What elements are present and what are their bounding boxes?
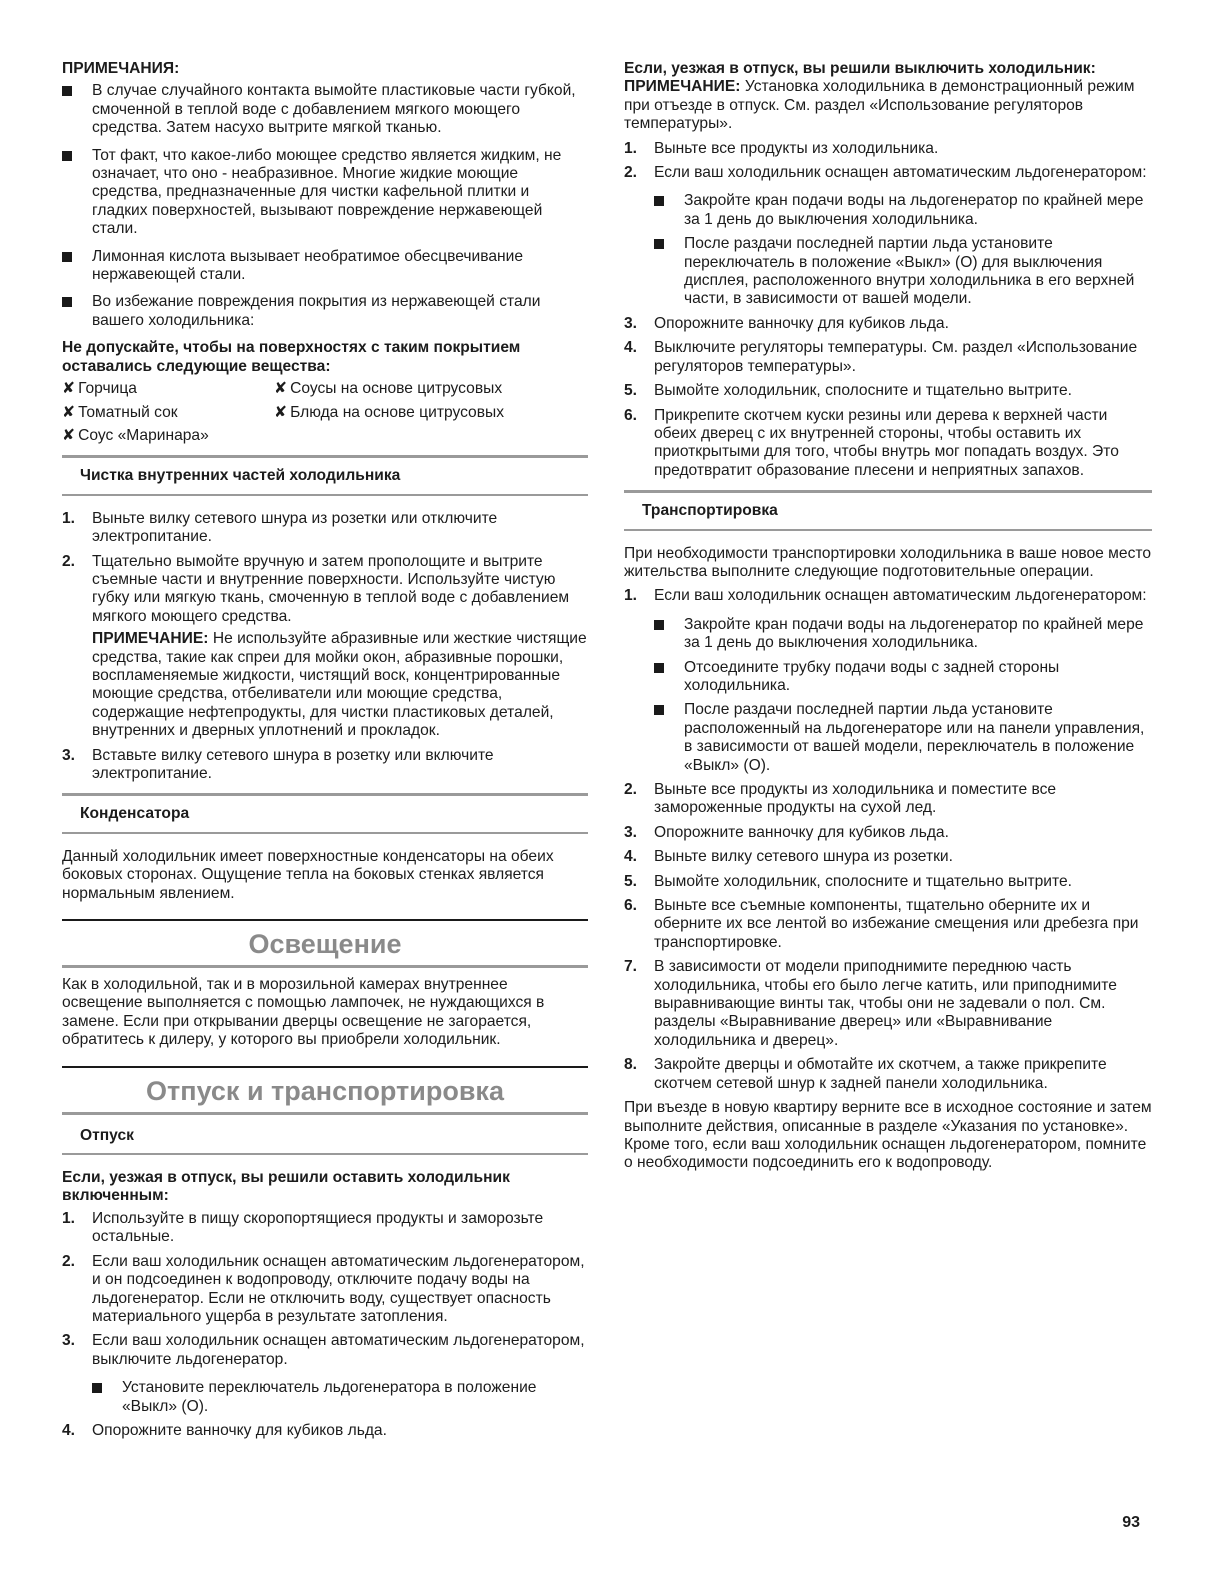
- list-item: Лимонная кислота вызывает необратимое обесцвечивание нержавеющей стали.: [62, 248, 588, 285]
- notes-list: [62, 82, 588, 330]
- vacation-off-heading: Если, уезжая в отпуск, вы решили выключить холодильник:: [624, 60, 1096, 77]
- vacation-off-substeps: [654, 192, 1152, 308]
- vacation-on-steps: [62, 1210, 588, 1440]
- avoid-item: ✘ Томатный сок: [62, 403, 178, 421]
- inside-note: ПРИМЕЧАНИЕ: Не используйте абразивные или жесткие чистящие средства, такие как спреи для мойки окон, абразивные порошки, воспламеняемые жидкости, чистящий воск, концентрированные моющие средства, отбеливатели или моющие средства, содержащие нефтепродукты, для чистки пластиковых деталей, внутренних и дверных уплотнений и прокладок.: [92, 630, 587, 740]
- list-item: 5. Вымойте холодильник, сполосните и тщательно вытрите.: [624, 872, 1072, 890]
- list-item: Отсоедините трубку подачи воды с задней стороны холодильника.: [654, 659, 1152, 696]
- square-bullet-icon: [654, 663, 664, 673]
- list-item: 5. Вымойте холодильник, сполосните и тщательно вытрите.: [624, 382, 1072, 400]
- list-item: 3. Опорожните ванночку для кубиков льда.: [624, 823, 949, 841]
- list-item: 2. Если ваш холодильник оснащен автоматическим льдогенератором, и он подсоединен к водопроводу, отключите подачу воды на льдогенератор. Если не отключить воду, существует опасность материального ущерба в результате затопления.: [62, 1252, 585, 1325]
- list-item: 6. Выньте все съемные компоненты, тщательно оберните их и оберните их все лентой во избежание смещения или дребезга при транспортировке.: [624, 897, 1139, 951]
- transport-outro: При въезде в новую квартиру верните все в исходное состояние и затем выполните действия, описанные в разделе «Указания по установке». Кроме того, если ваш холодильник оснащен льдогенератором, помните о необходимости подсоединить его к водопроводу.: [624, 1099, 1152, 1172]
- transport-heading: Транспортировка: [624, 490, 1152, 530]
- list-item: 4. Выньте вилку сетевого шнура из розетки.: [624, 848, 953, 866]
- list-item: 2. Выньте все продукты из холодильника и поместите все замороженные продукты на сухой лед.: [624, 781, 1057, 817]
- list-item: 1. Используйте в пищу скоропортящиеся продукты и заморозьте остальные.: [62, 1209, 544, 1246]
- square-bullet-icon: [62, 252, 72, 262]
- list-item: Закройте кран подачи воды на льдогенератор по крайней мере за 1 день до выключения холодильника.: [654, 616, 1152, 653]
- square-bullet-icon: [654, 239, 664, 249]
- avoid-item: ✘ Соусы на основе цитрусовых: [274, 380, 503, 398]
- square-bullet-icon: [62, 297, 72, 307]
- transport-substeps: [654, 616, 1152, 775]
- vacation-off-steps: [624, 140, 1152, 481]
- x-mark-icon: ✘: [274, 403, 288, 421]
- square-bullet-icon: [654, 196, 664, 206]
- list-item: Тот факт, что какое-либо моющее средство является жидким, не означает, что оно - неабразивное. Многие жидкие моющие средства, предназначенные для чистки кафельной плитки и гладких поверхностей, вызывают повреждение нержавеющей стали.: [62, 147, 588, 239]
- left-column: [62, 60, 588, 1446]
- list-item: 3. Вставьте вилку сетевого шнура в розетку или включите электропитание.: [62, 746, 494, 782]
- square-bullet-icon: [654, 705, 664, 715]
- avoid-item: ✘ Соус «Маринара»: [62, 426, 209, 444]
- list-item: Во избежание повреждения покрытия из нержавеющей стали вашего холодильника:: [62, 293, 588, 330]
- notes-heading: ПРИМЕЧАНИЯ:: [62, 60, 180, 77]
- inside-cleaning-heading: Чистка внутренних частей холодильника: [62, 455, 588, 495]
- list-item: 7. В зависимости от модели приподнимите переднюю часть холодильника, чтобы его было легче катить, или приподнимите выравнивающие винты так, чтобы они не задевали о пол. См. разделы «Выравнивание дверец» или «Выравнивание холодильника и дверец».: [624, 958, 1117, 1049]
- square-bullet-icon: [654, 620, 664, 630]
- inside-steps: [62, 510, 588, 784]
- vacation-on-substeps: [92, 1379, 588, 1416]
- condenser-text: Данный холодильник имеет поверхностные конденсаторы на обеих боковых сторонах. Ощущение тепла на боковых стенках является нормальным явлением.: [62, 847, 554, 902]
- right-column: [624, 60, 1152, 1173]
- page-number: 93: [1122, 1514, 1140, 1531]
- list-item: После раздачи последней партии льда установите переключатель в положение «Выкл» (O) для выключения дисплея, расположенного внутри холодильника в его верхней части, в зависимости от вашей модели.: [654, 235, 1152, 309]
- list-item: В случае случайного контакта вымойте пластиковые части губкой, смоченной в теплой воде с добавлением мягкого моющего средства. Затем насухо вытрите мягкой тканью.: [62, 82, 588, 137]
- list-item: 6. Прикрепите скотчем куски резины или дерева к верхней части обеих дверец с их внутренней стороны, чтобы оставить их приоткрытыми для того, чтобы внутрь мог попадать воздух. Это предотвратит образование плесени и неприятных запахов.: [624, 406, 1119, 479]
- vacation-off-note: ПРИМЕЧАНИЕ: Установка холодильника в демонстрационный режим при отъезде в отпуск. См. раздел «Использование регуляторов температуры».: [624, 78, 1135, 133]
- list-item: 3. Опорожните ванночку для кубиков льда.: [624, 314, 949, 332]
- vacation-heading: Отпуск: [62, 1123, 588, 1155]
- x-mark-icon: ✘: [62, 380, 76, 398]
- list-item: 1. Выньте вилку сетевого шнура из розетки или отключите электропитание.: [62, 509, 498, 546]
- list-item: После раздачи последней партии льда установите расположенный на льдогенераторе или на панели управления, в зависимости от вашей модели, переключатель в положение «Выкл» (O).: [654, 701, 1152, 775]
- transport-steps: [624, 587, 1152, 1093]
- avoid-item: ✘ Горчица: [62, 380, 137, 398]
- x-mark-icon: ✘: [274, 380, 288, 398]
- square-bullet-icon: [92, 1383, 102, 1393]
- list-item: 2. Если ваш холодильник оснащен автоматическим льдогенератором: Закройте кран подачи воды на льдогенератор по крайней мере за 1 день до выключения холодильника. После раздачи последней партии льда установите переключатель в положение «Выкл» (O) для выключения дисплея, расположенного внутри холодильника в его верхней части, в зависимости от вашей модели.: [624, 164, 1152, 309]
- square-bullet-icon: [62, 86, 72, 96]
- transport-intro: При необходимости транспортировки холодильника в ваше новое место жительства выполните следующие подготовительные операции.: [624, 544, 1152, 580]
- list-item: 1. Если ваш холодильник оснащен автоматическим льдогенератором: Закройте кран подачи воды на льдогенератор по крайней мере за 1 день до выключения холодильника. Отсоедините трубку подачи воды с задней стороны холодильника. После раздачи последней партии льда установите расположенный на льдогенераторе или на панели управления, в зависимости от вашей модели, переключатель в положение «Выкл» (O).: [624, 587, 1152, 775]
- square-bullet-icon: [62, 151, 72, 161]
- lighting-text: Как в холодильной, так и в морозильной камерах внутреннее освещение выполняется с помощью лампочек, не нуждающихся в замене. Если при открывании дверцы освещение не загорается, обратитесь к дилеру, у которого вы приобрели холодильник.: [62, 976, 545, 1049]
- list-item: Установите переключатель льдогенератора в положение «Выкл» (O).: [92, 1379, 588, 1416]
- x-mark-icon: ✘: [62, 403, 76, 421]
- condenser-heading: Конденсатора: [62, 793, 588, 833]
- list-item: Закройте кран подачи воды на льдогенератор по крайней мере за 1 день до выключения холодильника.: [654, 192, 1152, 229]
- list-item: 1. Выньте все продукты из холодильника.: [624, 139, 939, 157]
- avoid-list: [62, 380, 588, 445]
- avoid-heading: Не допускайте, чтобы на поверхностях с таким покрытием оставались следующие вещества:: [62, 339, 521, 375]
- vacation-on-heading: Если, уезжая в отпуск, вы решили оставить холодильник включенным:: [62, 1169, 510, 1205]
- x-mark-icon: ✘: [62, 426, 76, 444]
- vacation-title: Отпуск и транспортировка: [62, 1066, 588, 1115]
- list-item: 4. Опорожните ванночку для кубиков льда.: [62, 1421, 387, 1439]
- list-item: 2. Тщательно вымойте вручную и затем прополощите и вытрите съемные части и внутренние поверхности. Используйте чистую губку или мягкую ткань, смоченную в теплой воде с добавлением мягкого моющего средства. ПРИМЕЧАНИЕ: Не используйте абразивные или жесткие чистящие средства, такие как спреи для мойки окон, абразивные порошки, воспламеняемые жидкости, чистящий воск, концентрированные моющие средства, отбеливатели или моющие средства, содержащие нефтепродукты, для чистки пластиковых деталей, внутренних и дверных уплотнений и прокладок.: [62, 552, 587, 740]
- list-item: 3. Если ваш холодильник оснащен автоматическим льдогенератором, выключите льдогенератор. Установите переключатель льдогенератора в положение «Выкл» (O).: [62, 1332, 588, 1416]
- list-item: 8. Закройте дверцы и обмотайте их скотчем, а также прикрепите скотчем сетевой шнур к задней панели холодильника.: [624, 1056, 1107, 1092]
- avoid-item: ✘ Блюда на основе цитрусовых: [274, 403, 505, 421]
- list-item: 4. Выключите регуляторы температуры. См. раздел «Использование регуляторов температуры».: [624, 339, 1138, 375]
- lighting-title: Освещение: [62, 919, 588, 968]
